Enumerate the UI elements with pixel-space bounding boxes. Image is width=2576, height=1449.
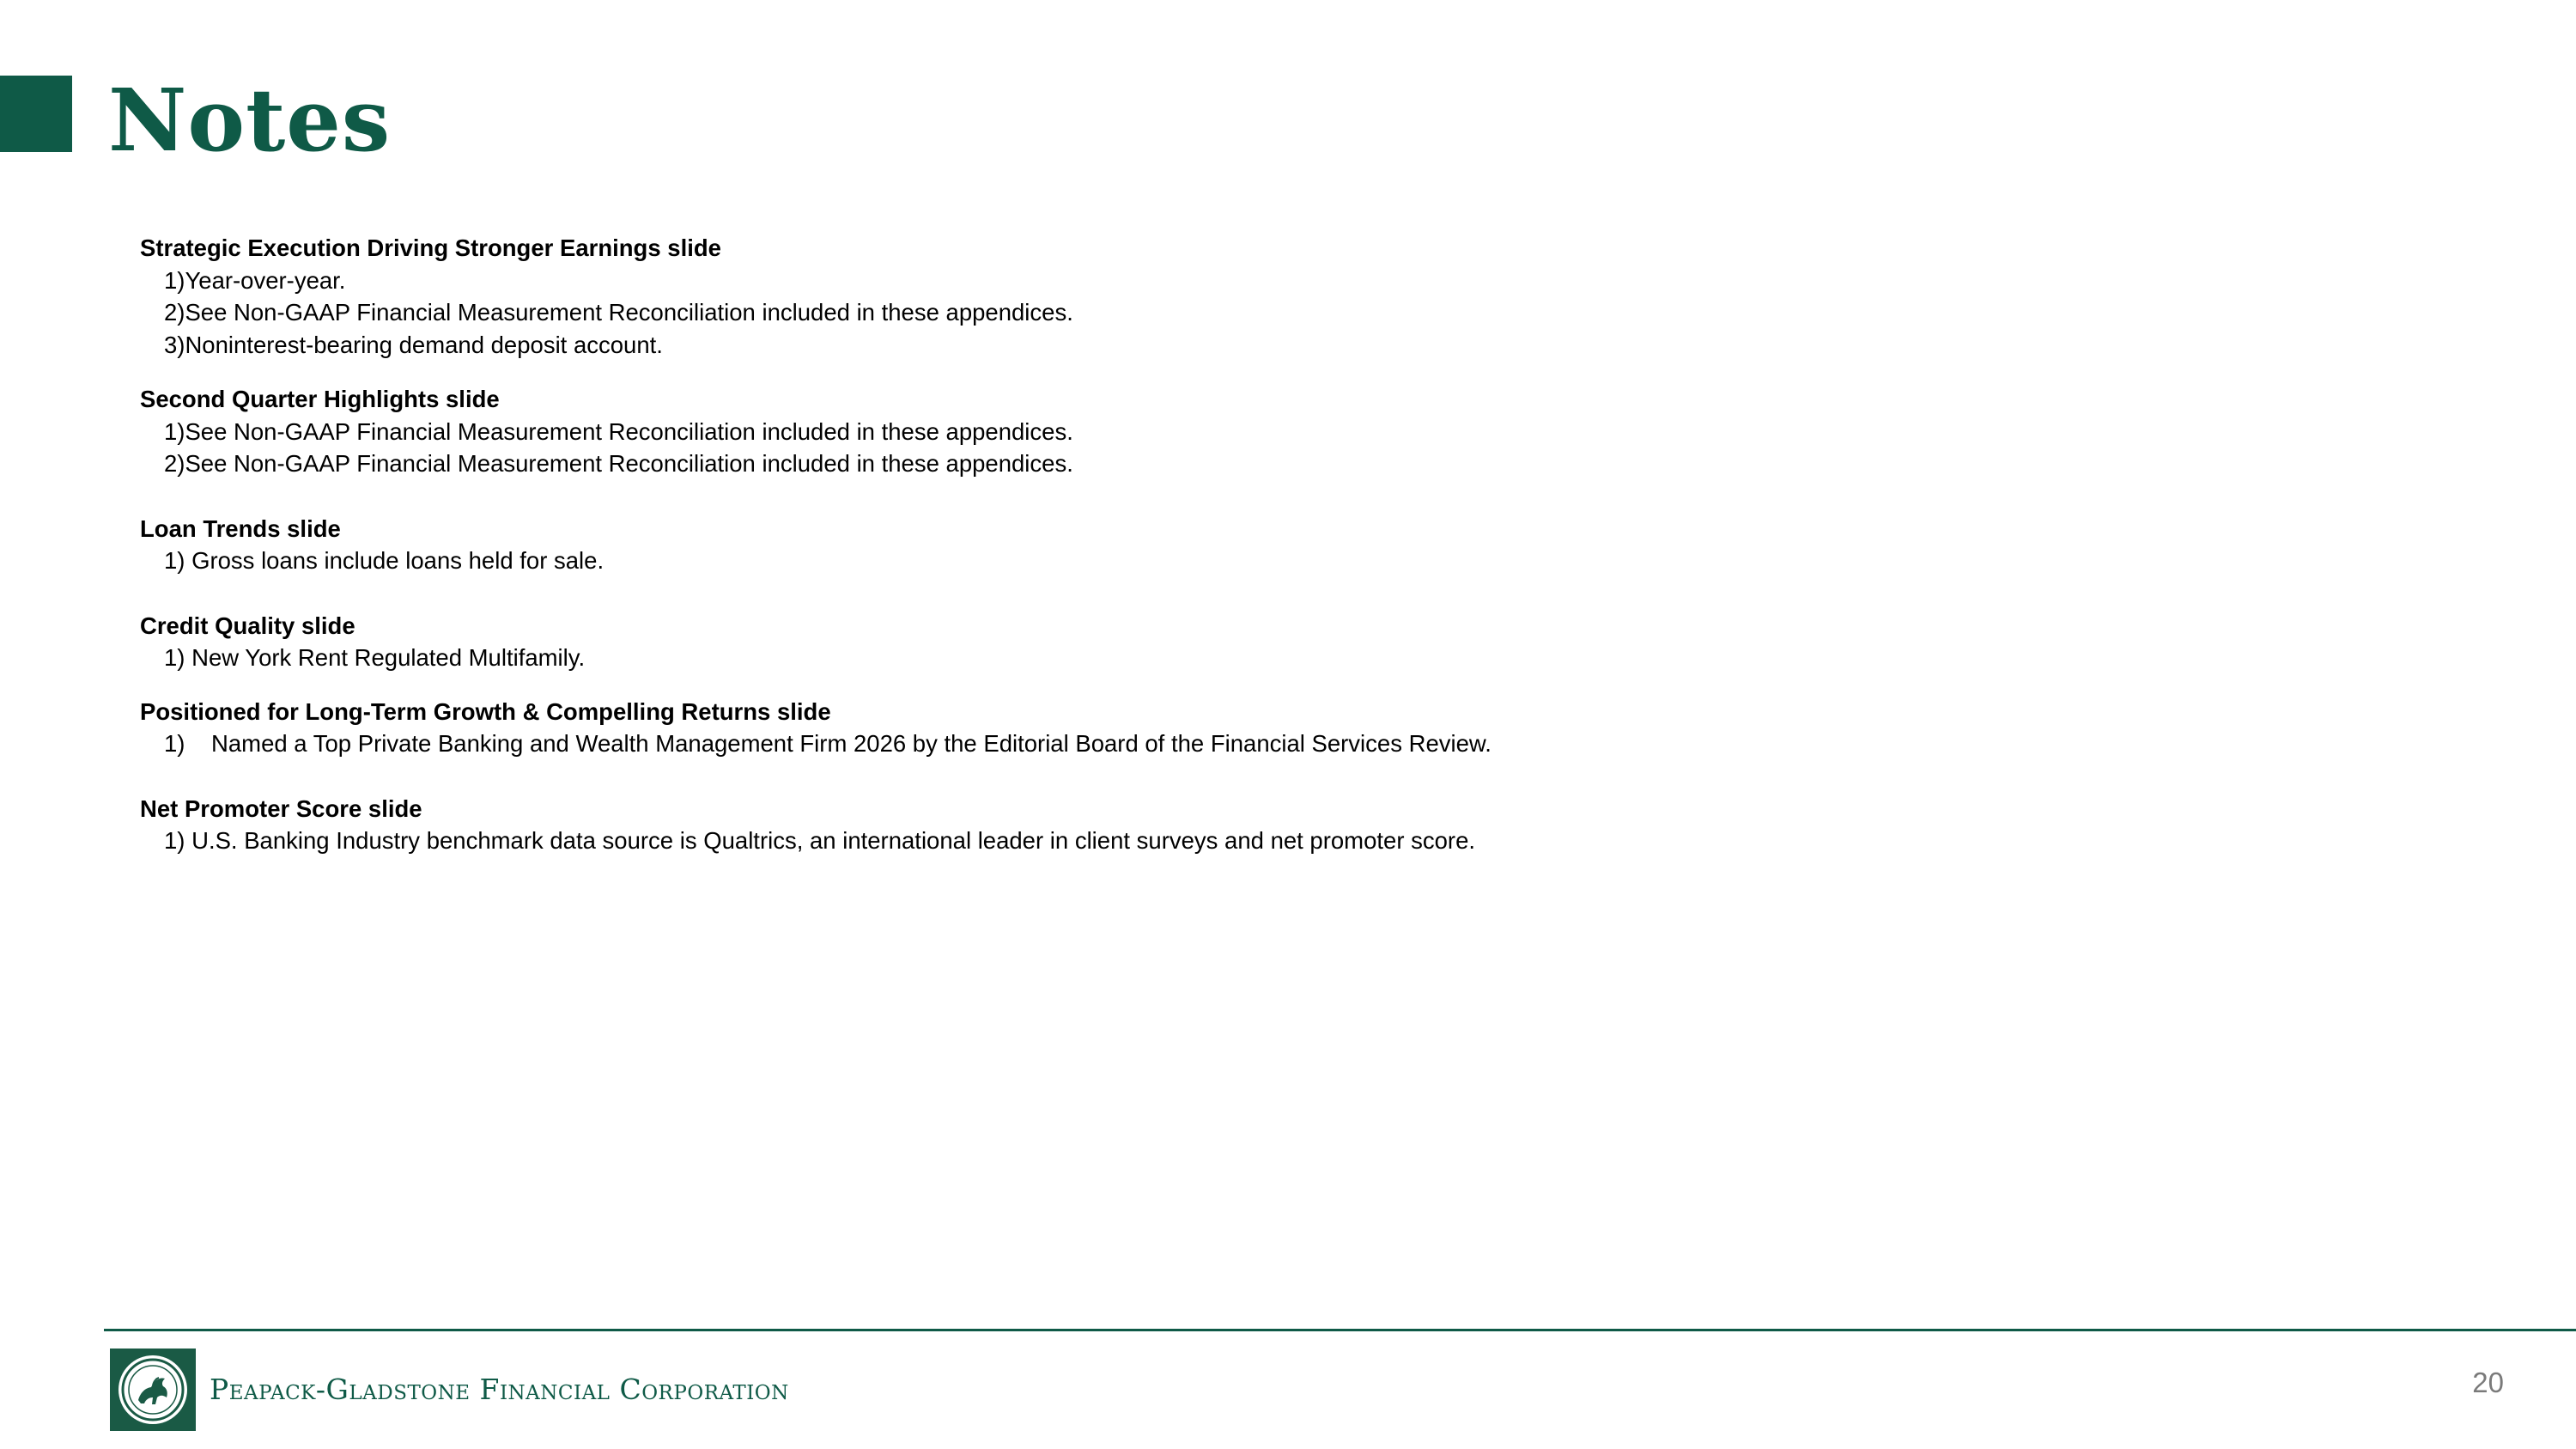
company-seal-icon: [110, 1349, 196, 1431]
note-item: 3)Noninterest-bearing demand deposit account.: [164, 331, 663, 358]
note-item: 1) Gross loans include loans held for sale.: [164, 547, 605, 574]
page-number: 20: [2472, 1367, 2504, 1398]
note-item: 1)Year-over-year.: [164, 266, 346, 294]
section-heading: Strategic Execution Driving Stronger Earnings slide: [140, 234, 721, 261]
section-heading: Second Quarter Highlights slide: [140, 386, 500, 412]
footer-divider: [104, 1329, 2576, 1331]
note-item: 1) U.S. Banking Industry benchmark data source is Qualtrics, an international leader in client surveys and net promoter score.: [164, 827, 1476, 854]
section-heading: Positioned for Long-Term Growth & Compelling Returns slide: [140, 697, 831, 725]
notes-body: [140, 232, 2372, 857]
notes-section: [140, 696, 2372, 760]
note-item: 1) Named a Top Private Banking and Wealth Management Firm 2026 by the Editorial Board of the Financial Services Review.: [164, 730, 1492, 757]
section-heading: Net Promoter Score slide: [140, 795, 422, 822]
note-item: 2)See Non-GAAP Financial Measurement Reconciliation included in these appendices.: [164, 450, 1073, 477]
notes-section: [140, 383, 2372, 480]
company-name: Peapack-Gladstone Financial Corporation: [210, 1373, 789, 1406]
title-accent-square: [0, 76, 72, 152]
note-item: 2)See Non-GAAP Financial Measurement Reconciliation included in these appendices.: [164, 299, 1073, 326]
notes-section: [140, 610, 2372, 674]
note-item: 1) New York Rent Regulated Multifamily.: [164, 644, 586, 671]
note-item: 1)See Non-GAAP Financial Measurement Reconciliation included in these appendices.: [164, 417, 1073, 445]
page-title: Notes: [108, 70, 392, 171]
section-heading: Loan Trends slide: [140, 514, 341, 542]
notes-section: [140, 232, 2372, 361]
notes-section: [140, 513, 2372, 577]
section-heading: Credit Quality slide: [140, 612, 355, 639]
notes-section: [140, 793, 2372, 857]
